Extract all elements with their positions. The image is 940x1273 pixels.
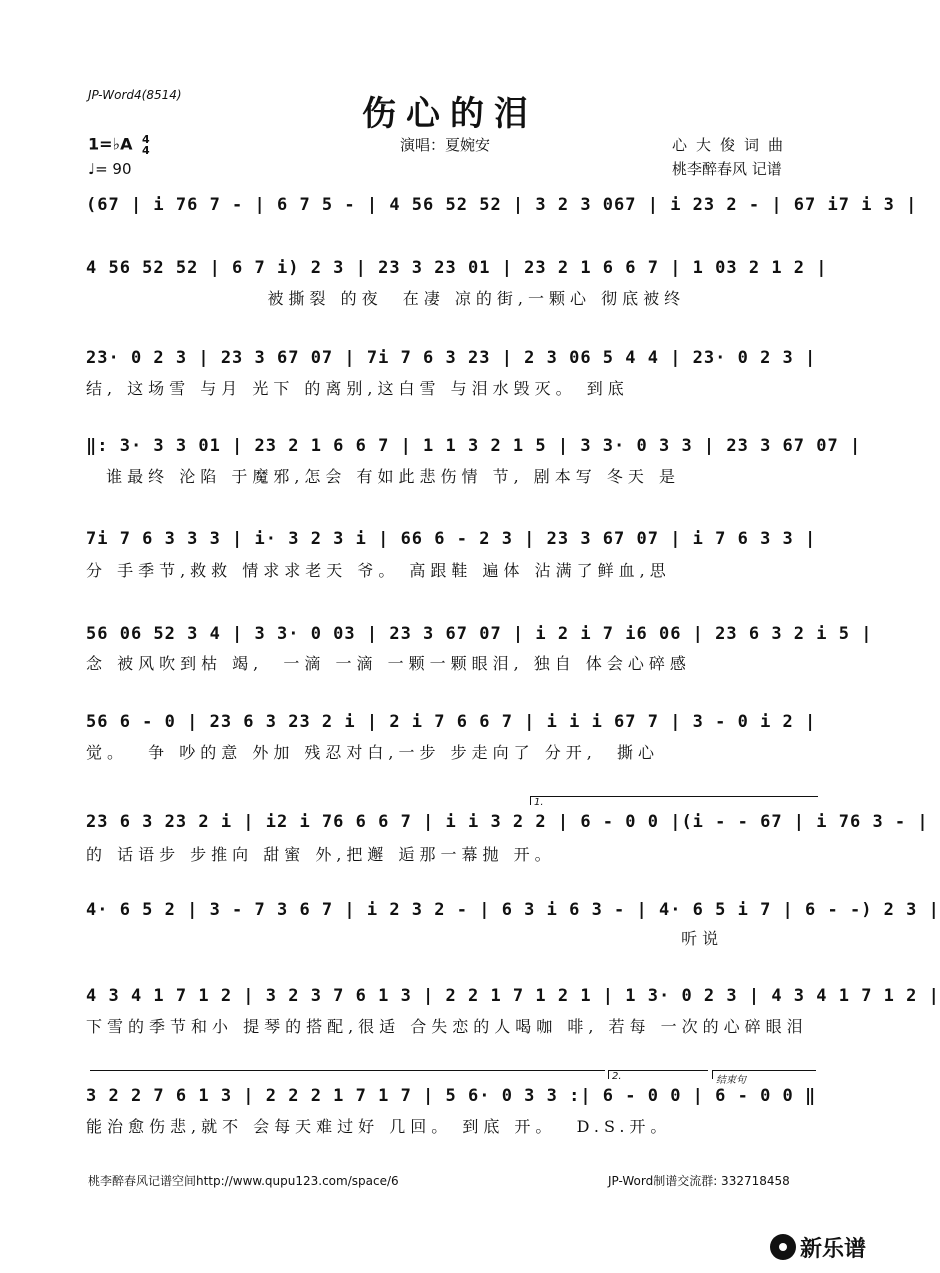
time-bottom: 4 (142, 144, 150, 157)
time-signature (142, 134, 150, 156)
lyric-row: 结, 这场雪 与月 光下 的离别,这白雪 与泪水毁灭。 到底 (86, 379, 629, 398)
lyric-row: 听说 (86, 929, 724, 948)
transcriber-credit: 桃李醉春风 记谱 (672, 160, 782, 178)
lyric-row: 觉。 争 吵的意 外加 残忍对白,一步 步走向了 分开, 撕心 (86, 743, 659, 762)
vinyl-disc-icon (770, 1234, 796, 1260)
lyric-row: 被撕裂 的夜 在凄 凉的街,一颗心 彻底被终 (86, 289, 686, 308)
lyric-row: 能治愈伤悲,就不 会每天难过好 几回。 到底 开。 D.S.开。 (86, 1117, 672, 1136)
lyric-row: 的 话语步 步推向 甜蜜 外,把邂 逅那一幕抛 开。 (86, 845, 556, 864)
tempo-marking: ♩= 90 (88, 160, 132, 178)
volta-bracket-2: 2. (608, 1070, 708, 1079)
logo-text: 新乐谱 (800, 1236, 867, 1262)
notation-row: 4 56 52 52 | 6 7 i) 2 3 | 23 3 23 01 | 23 2 1 6 6 7 | 1 03 2 1 2 | (86, 258, 828, 278)
notation-row: 7i 7 6 3 3 3 | i· 3 2 3 i | 66 6 - 2 3 | 23 3 67 07 | i 7 6 3 3 | (86, 529, 817, 549)
footer-group: JP-Word制谱交流群: 332718458 (608, 1174, 790, 1188)
composer-credit: 心大俊词曲 (672, 136, 793, 154)
notation-row: (67 | i 76 7 - | 6 7 5 - | 4 56 52 52 | 3 2 3 067 | i 23 2 - | 67 i7 i 3 | (86, 195, 918, 215)
notation-row: ‖: 3· 3 3 01 | 23 2 1 6 6 7 | 1 1 3 2 1 5 | 3 3· 0 3 3 | 23 3 67 07 | (86, 436, 862, 456)
notation-row: 56 06 52 3 4 | 3 3· 0 03 | 23 3 67 07 | i 2 i 7 i6 06 | 23 6 3 2 i 5 | (86, 624, 873, 644)
lyric-row (86, 225, 818, 249)
repeat-line (90, 1070, 605, 1079)
lyric-row: 分 手季节,救救 情求求老天 爷。 高跟鞋 遍体 沾满了鲜血,思 (86, 561, 671, 580)
notation-row: 3 2 2 7 6 1 3 | 2 2 2 1 7 1 7 | 5 6· 0 3 3 :| 6 - 0 0 | 6 - 0 0 ‖ (86, 1086, 817, 1106)
footer-source: 桃李醉春风记谱空间http://www.qupu123.com/space/6 (88, 1174, 399, 1188)
volta-bracket-1: 1. (530, 796, 818, 805)
site-logo (770, 1232, 866, 1262)
lyric-row: 下雪的季节和小 提琴的搭配,很适 合失恋的人喝咖 啡, 若每 一次的心碎眼泪 (86, 1017, 808, 1036)
notation-row: 56 6 - 0 | 23 6 3 23 2 i | 2 i 7 6 6 7 | i i i 67 7 | 3 - 0 i 2 | (86, 712, 817, 732)
time-top: 4 (142, 133, 150, 146)
key-signature (88, 134, 150, 156)
key-label: 1=♭A (88, 134, 133, 154)
notation-row: 4· 6 5 2 | 3 - 7 3 6 7 | i 2 3 2 - | 6 3 i 6 3 - | 4· 6 5 i 7 | 6 - -) 2 3 | (86, 900, 940, 920)
notation-row: 23 6 3 23 2 i | i2 i 76 6 6 7 | i i 3 2 2 | 6 - 0 0 |(i - - 67 | i 76 3 - | (86, 812, 929, 832)
notation-row: 23· 0 2 3 | 23 3 67 07 | 7i 7 6 3 23 | 2 3 06 5 4 4 | 23· 0 2 3 | (86, 348, 817, 368)
software-label: JP-Word4(8514) (88, 88, 182, 102)
song-title: 伤心的泪 (362, 94, 538, 134)
notation-row: 4 3 4 1 7 1 2 | 3 2 3 7 6 1 3 | 2 2 1 7 1 2 1 | 1 3· 0 2 3 | 4 3 4 1 7 1 2 | (86, 986, 940, 1006)
lyric-row: 念 被风吹到枯 竭, 一滴 一滴 一颗一颗眼泪, 独自 体会心碎感 (86, 654, 691, 673)
singer-credit: 演唱：夏婉安 (400, 136, 491, 154)
lyric-row: 谁最终 沦陷 于魔邪,怎会 有如此悲伤情 节, 剧本写 冬天 是 (86, 467, 680, 486)
ending-bracket: 结束句 (712, 1070, 816, 1079)
